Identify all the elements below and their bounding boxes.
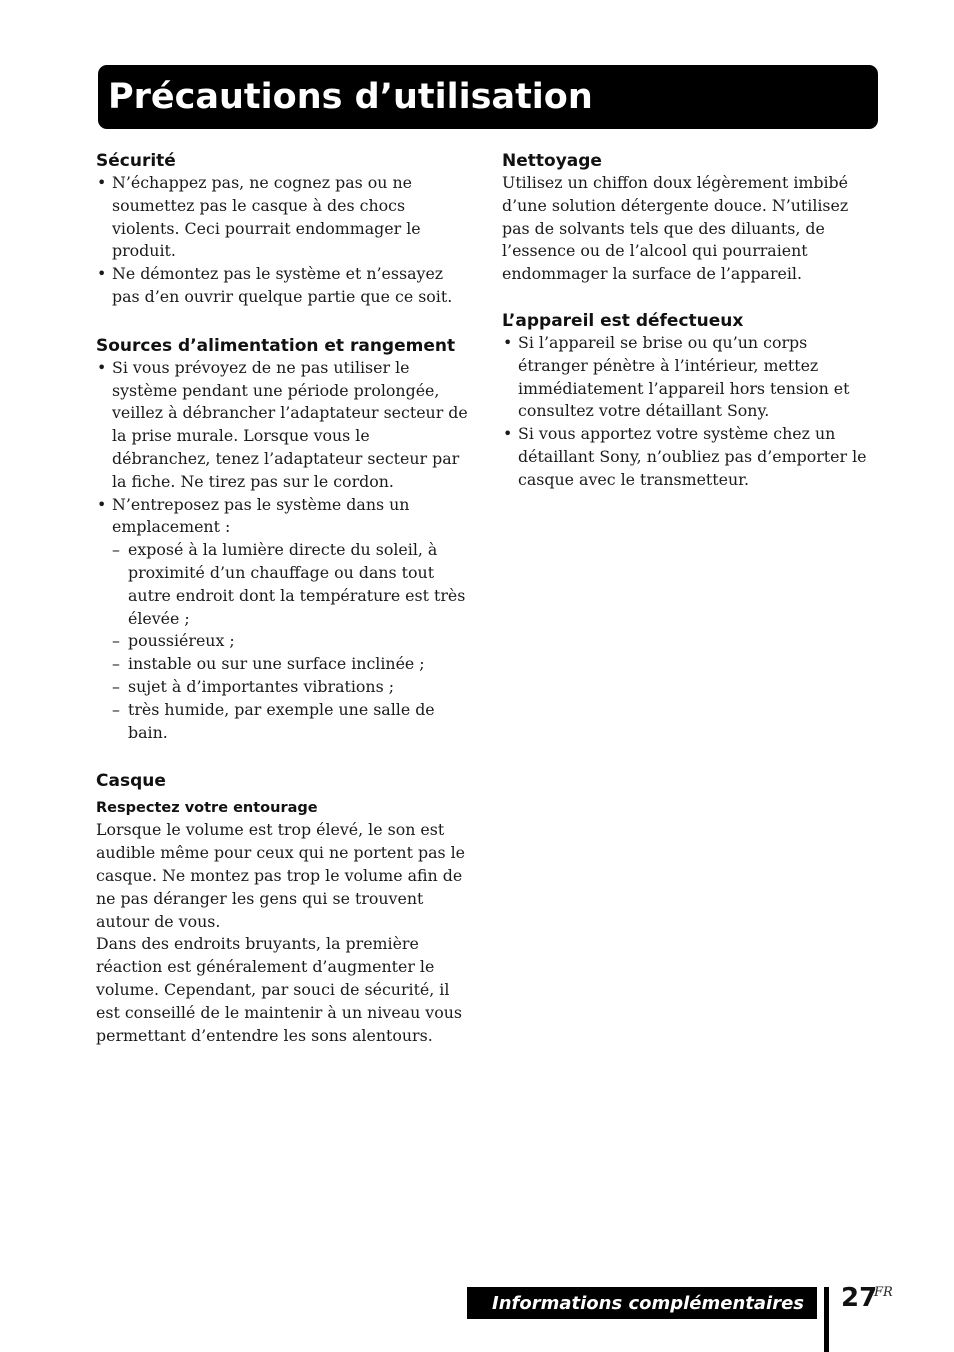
footer-section-label — [467, 1287, 817, 1319]
page-number: 27 — [841, 1283, 878, 1313]
sub-list-item: – instable ou sur une surface inclinée ; — [96, 653, 468, 676]
right-column — [502, 150, 874, 492]
securite-list — [96, 172, 468, 309]
list-item: • Si l’appareil se brise ou qu’un corps étranger pénètre à l’intérieur, mettez immédiatement l’appareil hors tension et consultez votre détaillant Sony. — [502, 332, 874, 423]
page-language-code: FR — [874, 1285, 893, 1300]
paragraph: Utilisez un chiffon doux légèrement imbibé d’une solution détergente douce. N’utilisez pas de solvants tels que des diluants, de l’essence ou de l’alcool qui pourraient endommager la surface de l’appareil. — [502, 173, 849, 284]
paragraph: Dans des endroits bruyants, la première réaction est généralement d’augmenter le volume. Cependant, par souci de sécurité, il est conseillé de le maintenir à un niveau vous permettant d’entendre les sons alentours. — [96, 934, 462, 1045]
storage-conditions-list — [96, 539, 468, 744]
page-title-banner — [98, 65, 878, 129]
sub-list-item: – très humide, par exemple une salle de bain. — [96, 699, 468, 745]
footer-section-text: Informations complémentaires — [492, 1292, 804, 1314]
paragraph: Lorsque le volume est trop élevé, le son est audible même pour ceux qui ne portent pas le casque. Ne montez pas trop le volume afin de ne pas déranger les gens qui se trouvent autour de vous. — [96, 820, 466, 931]
list-item: • Si vous prévoyez de ne pas utiliser le système pendant une période prolongée, veillez à débrancher l’adaptateur secteur de la prise murale. Lorsque vous le débranchez, tenez l’adaptateur secteur par la fiche. Ne tirez pas sur le cordon. — [96, 357, 468, 494]
sub-list-item: – poussiéreux ; — [96, 630, 468, 653]
section-heading-casque: Casque — [96, 771, 166, 792]
section-casque — [96, 770, 468, 1047]
section-heading-defectueux: L’appareil est défectueux — [502, 310, 744, 331]
section-heading-nettoyage: Nettoyage — [502, 151, 602, 171]
section-heading-sources: Sources d’alimentation et rangement — [96, 335, 456, 356]
sub-list-item: – exposé à la lumière directe du soleil, à proximité d’un chauffage ou dans tout autre endroit dont la température est très élevée ; — [96, 539, 468, 630]
sources-list — [96, 357, 468, 539]
list-item: • Ne démontez pas le système et n’essayez pas d’en ouvrir quelque partie que ce soit. — [96, 263, 468, 309]
left-column — [96, 150, 468, 1047]
defectueux-list — [502, 332, 874, 492]
section-nettoyage — [502, 150, 874, 286]
page-title: Précautions d’utilisation — [108, 76, 593, 117]
section-securite — [96, 150, 468, 309]
list-item — [96, 494, 468, 540]
section-defectueux — [502, 310, 874, 492]
list-item: • Si vous apportez votre système chez un détaillant Sony, n’oubliez pas d’emporter le casque avec le transmetteur. — [502, 423, 874, 491]
section-heading-securite: Sécurité — [96, 151, 176, 171]
subsection-heading-entourage: Respectez votre entourage — [96, 800, 318, 817]
footer-divider — [824, 1287, 829, 1352]
list-item: • N’échappez pas, ne cognez pas ou ne soumettez pas le casque à des chocs violents. Ceci pourrait endommager le produit. — [96, 172, 468, 263]
sub-list-item: – sujet à d’importantes vibrations ; — [96, 676, 468, 699]
list-item-text: N’entreposez pas le système dans un emplacement : — [112, 494, 410, 537]
section-sources — [96, 335, 468, 745]
